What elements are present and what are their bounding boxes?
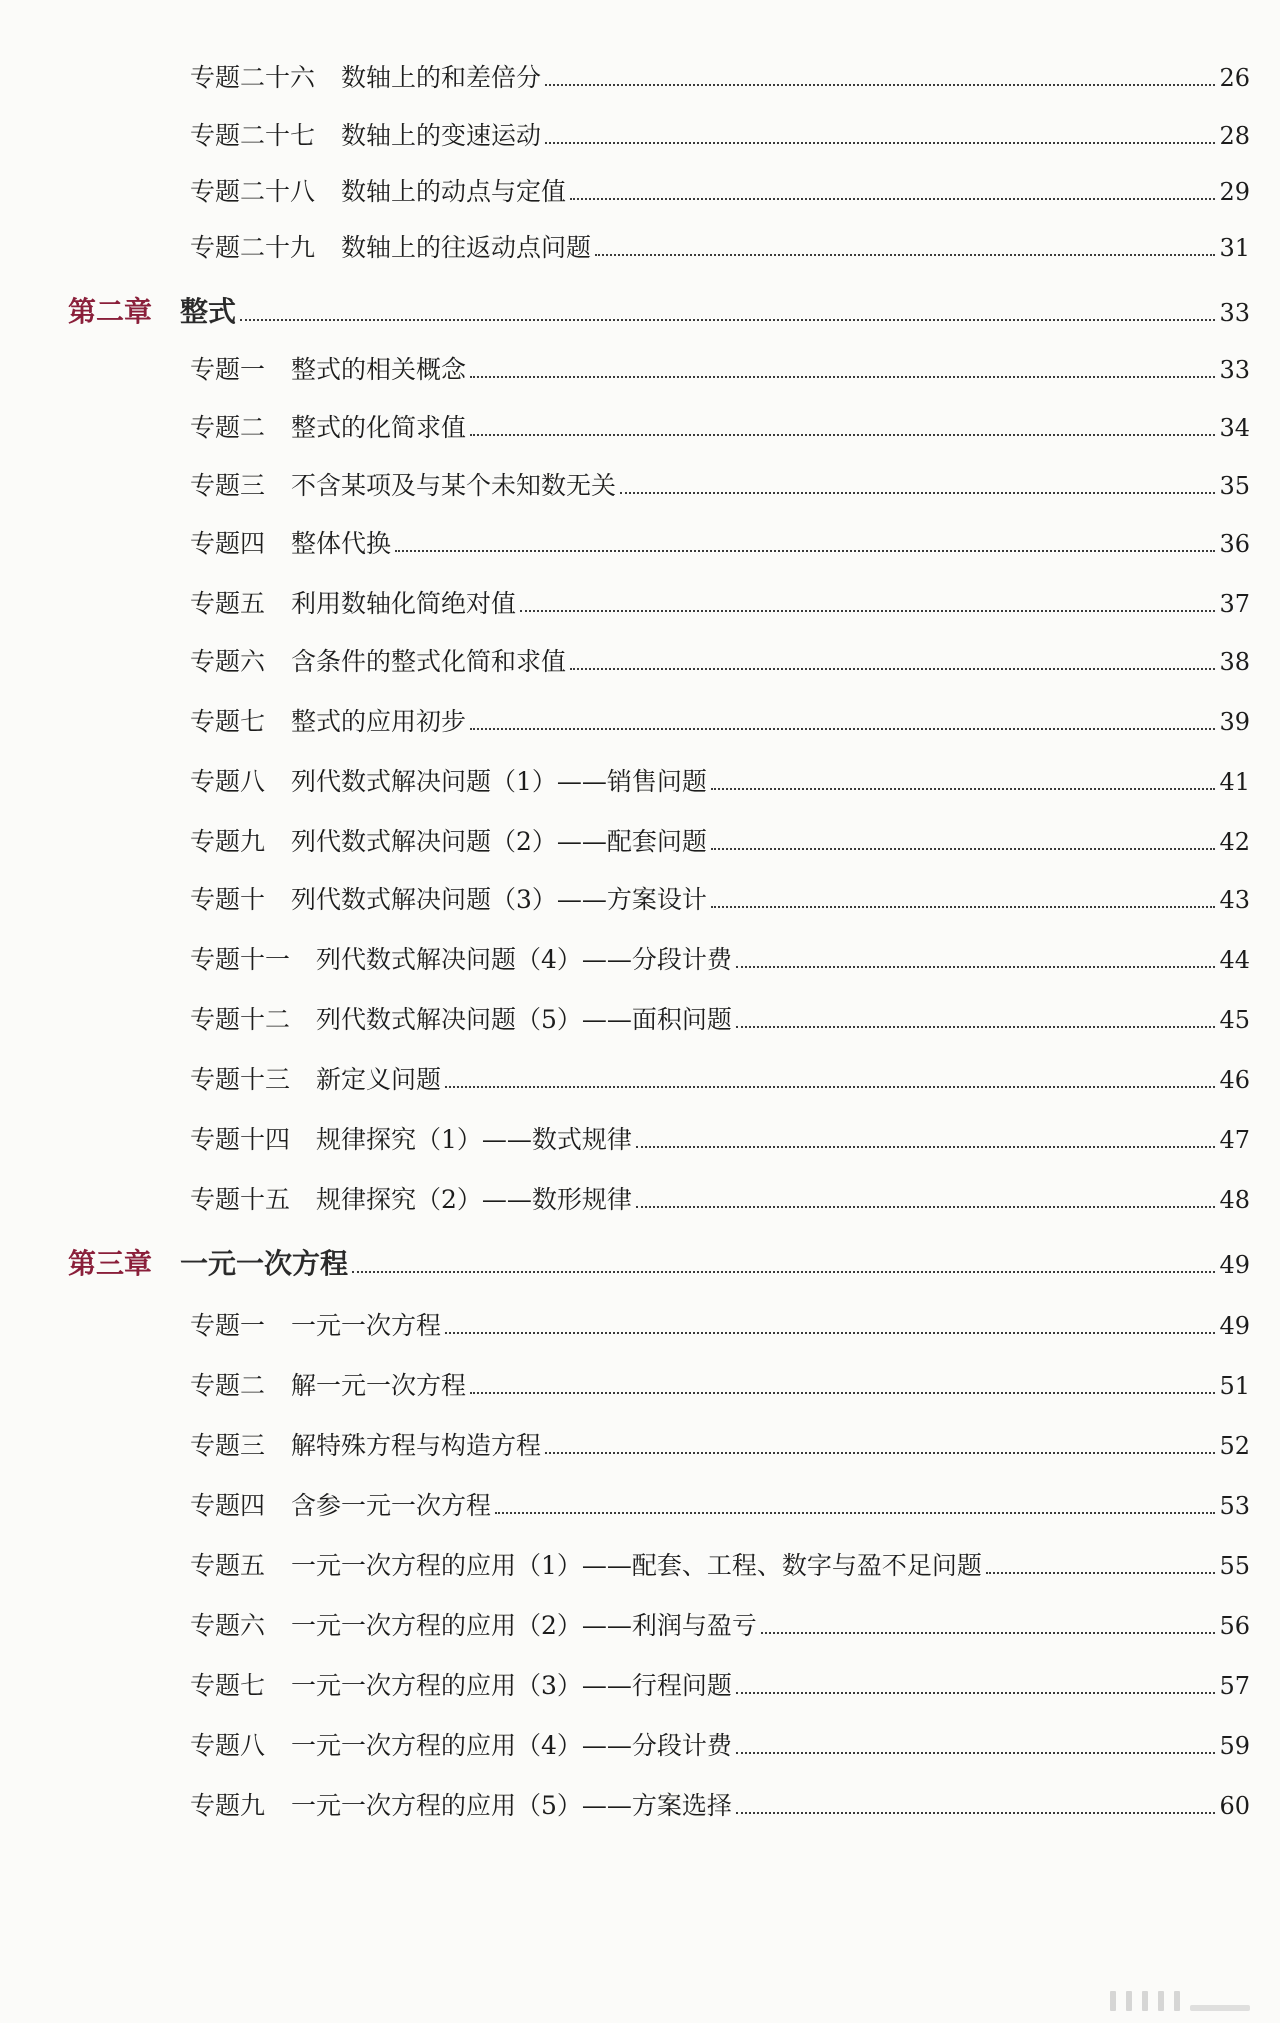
- page-number: 31: [1219, 234, 1250, 262]
- toc-entry: [190, 880, 1250, 916]
- toc-entry: [190, 702, 1250, 738]
- topic-title: 整式的应用初步: [291, 707, 467, 736]
- dot-leader: [395, 550, 1215, 552]
- scroll-bar: [1190, 2005, 1250, 2011]
- dot-leader: [570, 668, 1215, 670]
- toc-entry: [190, 228, 1250, 264]
- page-number: 37: [1219, 590, 1250, 618]
- page-number: 36: [1219, 530, 1250, 558]
- page-number: 44: [1219, 946, 1250, 974]
- topic-label: 专题十五: [190, 1185, 291, 1214]
- topic-label: 专题二: [190, 1371, 266, 1400]
- dot-leader: [470, 1392, 1215, 1394]
- toc-entry: [190, 822, 1250, 858]
- dot-leader: [240, 319, 1215, 321]
- topic-title: 一元一次方程的应用（2）——利润与盈亏: [291, 1611, 757, 1640]
- page-number: 34: [1219, 414, 1250, 442]
- dot-leader: [711, 788, 1216, 790]
- page-number: 47: [1219, 1126, 1250, 1154]
- topic-title: 一元一次方程的应用（1）——配套、工程、数字与盈不足问题: [291, 1551, 982, 1580]
- topic-title: 一元一次方程的应用（5）——方案选择: [291, 1791, 732, 1820]
- toc-entry: [190, 1666, 1250, 1702]
- topic-title: 数轴上的往返动点问题: [341, 233, 592, 262]
- dot-leader: [736, 1692, 1216, 1694]
- topic-title: 一元一次方程: [291, 1311, 442, 1340]
- page-number: 59: [1219, 1732, 1250, 1760]
- topic-label: 专题五: [190, 589, 266, 618]
- topic-title: 解一元一次方程: [291, 1371, 467, 1400]
- chapter-title: 一元一次方程: [180, 1247, 349, 1280]
- scroll-tick: [1142, 1991, 1148, 2011]
- topic-label: 专题四: [190, 1491, 266, 1520]
- page-number: 51: [1219, 1372, 1250, 1400]
- topic-title: 数轴上的变速运动: [341, 121, 542, 150]
- topic-title: 整式的化简求值: [291, 413, 467, 442]
- chapter-title: 整式: [180, 295, 237, 328]
- toc-entry: [190, 408, 1250, 444]
- toc-entry: [190, 1786, 1250, 1822]
- topic-title: 不含某项及与某个未知数无关: [291, 471, 617, 500]
- page-number: 60: [1219, 1792, 1250, 1820]
- toc-entry: [190, 1366, 1250, 1402]
- dot-leader: [445, 1332, 1215, 1334]
- toc-entry: [190, 584, 1250, 620]
- toc-entry: [190, 466, 1250, 502]
- topic-label: 专题一: [190, 355, 266, 384]
- dot-leader: [736, 1026, 1216, 1028]
- topic-label: 专题七: [190, 707, 266, 736]
- topic-label: 专题八: [190, 767, 266, 796]
- topic-label: 专题十三: [190, 1065, 291, 1094]
- page-number: 57: [1219, 1672, 1250, 1700]
- topic-title: 规律探究（1）——数式规律: [316, 1125, 632, 1154]
- topic-label: 专题十二: [190, 1005, 291, 1034]
- toc-entry: [190, 762, 1250, 798]
- topic-label: 专题八: [190, 1731, 266, 1760]
- topic-label: 专题三: [190, 1431, 266, 1460]
- topic-label: 专题十: [190, 885, 266, 914]
- topic-title: 一元一次方程的应用（3）——行程问题: [291, 1671, 732, 1700]
- topic-title: 含条件的整式化简和求值: [291, 647, 567, 676]
- page-number: 43: [1219, 886, 1250, 914]
- topic-label: 专题十一: [190, 945, 291, 974]
- page-number: 46: [1219, 1066, 1250, 1094]
- bottom-scroll-indicator: [950, 1977, 1250, 2011]
- toc-entry: [190, 1120, 1250, 1156]
- page-number: 41: [1219, 768, 1250, 796]
- topic-title: 整体代换: [291, 529, 392, 558]
- toc-entry: [190, 524, 1250, 560]
- scroll-tick: [1158, 1991, 1164, 2011]
- dot-leader: [736, 1812, 1216, 1814]
- scroll-tick: [1174, 1991, 1180, 2011]
- chapter-label: 第二章: [68, 295, 153, 328]
- page-number: 29: [1219, 178, 1250, 206]
- toc-entry: [190, 172, 1250, 208]
- page-number: 55: [1219, 1552, 1250, 1580]
- page-number: 28: [1219, 122, 1250, 150]
- topic-title: 利用数轴化简绝对值: [291, 589, 517, 618]
- dot-leader: [545, 1452, 1215, 1454]
- toc-entry: [190, 1180, 1250, 1216]
- toc-entry: [190, 1546, 1250, 1582]
- topic-title: 列代数式解决问题（1）——销售问题: [291, 767, 707, 796]
- page-number: 33: [1219, 356, 1250, 384]
- chapter-entry: [68, 1242, 1250, 1282]
- topic-title: 规律探究（2）——数形规律: [316, 1185, 632, 1214]
- page-number: 49: [1219, 1312, 1250, 1340]
- page-number: 35: [1219, 472, 1250, 500]
- dot-leader: [736, 1752, 1216, 1754]
- chapter-label: 第三章: [68, 1247, 153, 1280]
- topic-title: 列代数式解决问题（4）——分段计费: [316, 945, 732, 974]
- page-number: 53: [1219, 1492, 1250, 1520]
- page-number: 45: [1219, 1006, 1250, 1034]
- topic-label: 专题九: [190, 1791, 266, 1820]
- toc-entry: [190, 116, 1250, 152]
- dot-leader: [711, 906, 1216, 908]
- dot-leader: [470, 728, 1215, 730]
- topic-label: 专题四: [190, 529, 266, 558]
- page-number: 33: [1219, 299, 1250, 327]
- toc-entry: [190, 1486, 1250, 1522]
- topic-title: 新定义问题: [316, 1065, 442, 1094]
- page-number: 42: [1219, 828, 1250, 856]
- dot-leader: [545, 84, 1215, 86]
- topic-title: 整式的相关概念: [291, 355, 467, 384]
- topic-label: 专题二十六: [190, 63, 316, 92]
- topic-title: 含参一元一次方程: [291, 1491, 492, 1520]
- topic-label: 专题七: [190, 1671, 266, 1700]
- dot-leader: [636, 1146, 1216, 1148]
- scroll-tick: [1110, 1991, 1116, 2011]
- topic-title: 数轴上的动点与定值: [341, 177, 567, 206]
- toc-entry: [190, 1726, 1250, 1762]
- dot-leader: [495, 1512, 1215, 1514]
- topic-title: 一元一次方程的应用（4）——分段计费: [291, 1731, 732, 1760]
- toc-entry: [190, 58, 1250, 94]
- topic-label: 专题十四: [190, 1125, 291, 1154]
- topic-label: 专题九: [190, 827, 266, 856]
- scroll-tick: [1126, 1991, 1132, 2011]
- dot-leader: [986, 1572, 1216, 1574]
- toc-entry: [190, 1606, 1250, 1642]
- topic-label: 专题六: [190, 1611, 266, 1640]
- topic-label: 专题一: [190, 1311, 266, 1340]
- toc-entry: [190, 642, 1250, 678]
- topic-title: 列代数式解决问题（3）——方案设计: [291, 885, 707, 914]
- toc-entry: [190, 1306, 1250, 1342]
- dot-leader: [620, 492, 1215, 494]
- topic-title: 列代数式解决问题（5）——面积问题: [316, 1005, 732, 1034]
- dot-leader: [445, 1086, 1215, 1088]
- dot-leader: [711, 848, 1216, 850]
- dot-leader: [470, 376, 1215, 378]
- dot-leader: [520, 610, 1215, 612]
- dot-leader: [570, 198, 1215, 200]
- toc-entry: [190, 1000, 1250, 1036]
- topic-label: 专题六: [190, 647, 266, 676]
- dot-leader: [736, 966, 1216, 968]
- page-number: 49: [1219, 1251, 1250, 1279]
- toc-entry: [190, 1426, 1250, 1462]
- page-number: 56: [1219, 1612, 1250, 1640]
- topic-label: 专题三: [190, 471, 266, 500]
- dot-leader: [595, 254, 1215, 256]
- topic-label: 专题二: [190, 413, 266, 442]
- dot-leader: [636, 1206, 1216, 1208]
- page-number: 52: [1219, 1432, 1250, 1460]
- page-number: 38: [1219, 648, 1250, 676]
- topic-label: 专题二十九: [190, 233, 316, 262]
- page-number: 39: [1219, 708, 1250, 736]
- toc-entry: [190, 350, 1250, 386]
- toc-entry: [190, 1060, 1250, 1096]
- page-number: 48: [1219, 1186, 1250, 1214]
- topic-label: 专题二十七: [190, 121, 316, 150]
- dot-leader: [352, 1271, 1215, 1273]
- chapter-entry: [68, 290, 1250, 330]
- topic-label: 专题二十八: [190, 177, 316, 206]
- topic-label: 专题五: [190, 1551, 266, 1580]
- toc-entry: [190, 940, 1250, 976]
- dot-leader: [545, 142, 1215, 144]
- dot-leader: [470, 434, 1215, 436]
- topic-title: 列代数式解决问题（2）——配套问题: [291, 827, 707, 856]
- page-number: 26: [1219, 64, 1250, 92]
- topic-title: 数轴上的和差倍分: [341, 63, 542, 92]
- dot-leader: [761, 1632, 1216, 1634]
- topic-title: 解特殊方程与构造方程: [291, 1431, 542, 1460]
